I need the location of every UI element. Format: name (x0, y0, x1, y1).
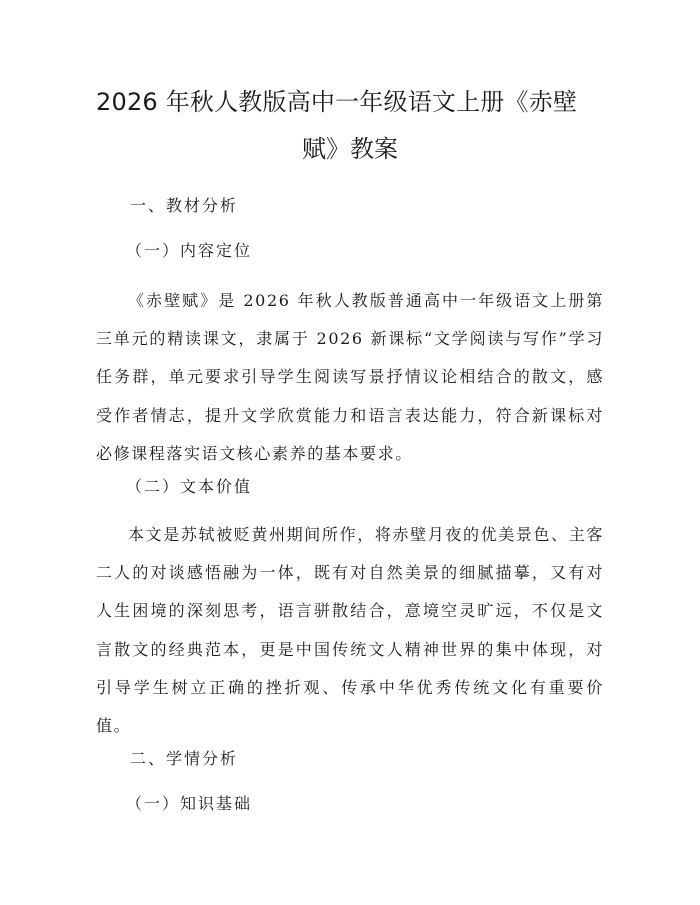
section-heading-learning-analysis: 二、学情分析 (130, 749, 239, 768)
subsection-heading-content-positioning: （一）内容定位 (126, 241, 253, 260)
document-title-line-2: 赋》教案 (302, 135, 398, 163)
document-title-line-1: 2026 年秋人教版高中一年级语文上册《赤壁 (96, 88, 578, 116)
paragraph-text-value: 本文是苏轼被贬黄州期间所作，将赤壁月夜的优美景色、主客二人的对谈感悟融为一体，既有对自然美景的细腻描摹，又有对人生困境的深刻思考，语言骈散结合，意境空灵旷远，不仅是文言散文的经典范本，更是中国传统文人精神世界的集中体现，对引导学生树立正确的挫折观、传承中华优秀传统文化有重要价值。 (96, 525, 604, 736)
section-heading-textbook-analysis: 一、教材分析 (130, 196, 239, 215)
subsection-heading-text-value: （二）文本价值 (126, 477, 253, 496)
subsection-heading-knowledge-basis: （一）知识基础 (126, 794, 253, 813)
paragraph-content-positioning: 《赤壁赋》是 2026 年秋人教版普通高中一年级语文上册第三单元的精读课文，隶属于 2026 新课标“文学阅读与写作”学习任务群，单元要求引导学生阅读写景抒情议论相结合的散文，感受作者情志，提升文学欣赏能力和语言表达能力，符合新课标对必修课程落实语文核心素养的基本要求。 (96, 291, 604, 463)
